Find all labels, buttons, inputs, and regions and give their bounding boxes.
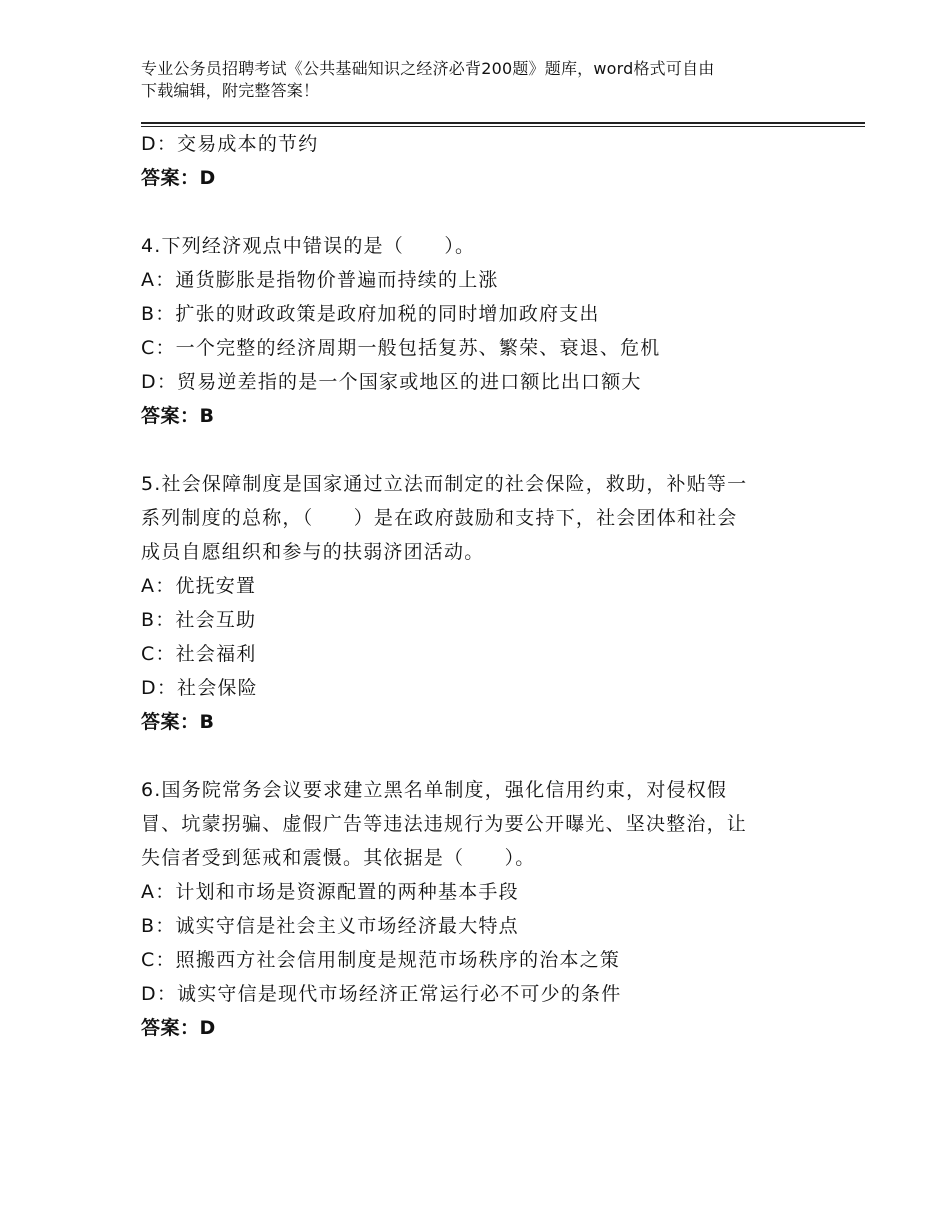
question-6 (141, 773, 821, 1045)
option-b: B：扩张的财政政策是政府加税的同时增加政府支出 (141, 303, 600, 325)
question-stem (141, 229, 821, 263)
stem-line: 成员自愿组织和参与的扶弱济团活动。 (141, 541, 485, 563)
option-c: C：一个完整的经济周期一般包括复苏、繁荣、衰退、危机 (141, 337, 661, 359)
stem-line: 冒、坑蒙拐骗、虚假广告等违法违规行为要公开曝光、坚决整治，让 (141, 813, 748, 835)
stem-line: 失信者受到惩戒和震慑。其依据是（ ）。 (141, 847, 536, 869)
option-d: D：贸易逆差指的是一个国家或地区的进口额比出口额大 (141, 371, 642, 393)
option-a: A：优抚安置 (141, 575, 257, 597)
stem-line: 5.社会保障制度是国家通过立法而制定的社会保险，救助，补贴等一 (141, 473, 748, 495)
document-body (141, 127, 821, 1045)
answer-line: 答案：D (141, 167, 216, 189)
option-d: D：交易成本的节约 (141, 133, 319, 155)
answer-line: 答案：D (141, 1017, 216, 1039)
header-line-1: 专业公务员招聘考试《公共基础知识之经济必背200题》题库，word格式可自由 (141, 59, 715, 78)
question-stem (141, 467, 821, 569)
stem-line: 系列制度的总称，（ ）是在政府鼓励和支持下，社会团体和社会 (141, 507, 738, 529)
option-c: C：照搬西方社会信用制度是规范市场秩序的治本之策 (141, 949, 621, 971)
option-b: B：社会互助 (141, 609, 257, 631)
question-fragment (141, 127, 821, 195)
option-c: C：社会福利 (141, 643, 257, 665)
header-divider-thick (141, 122, 865, 124)
option-a: A：通货膨胀是指物价普遍而持续的上涨 (141, 269, 499, 291)
answer-line: 答案：B (141, 405, 215, 427)
question-5 (141, 467, 821, 739)
stem-line: 6.国务院常务会议要求建立黑名单制度，强化信用约束，对侵权假 (141, 779, 728, 801)
question-4 (141, 229, 821, 433)
answer-line: 答案：B (141, 711, 215, 733)
option-d: D：诚实守信是现代市场经济正常运行必不可少的条件 (141, 983, 622, 1005)
question-stem (141, 773, 821, 875)
option-d: D：社会保险 (141, 677, 258, 699)
header-line-2: 下载编辑，附完整答案！ (141, 81, 320, 100)
option-a: A：计划和市场是资源配置的两种基本手段 (141, 881, 519, 903)
document-header (141, 58, 811, 102)
stem-line: 4.下列经济观点中错误的是（ ）。 (141, 235, 476, 257)
option-b: B：诚实守信是社会主义市场经济最大特点 (141, 915, 519, 937)
